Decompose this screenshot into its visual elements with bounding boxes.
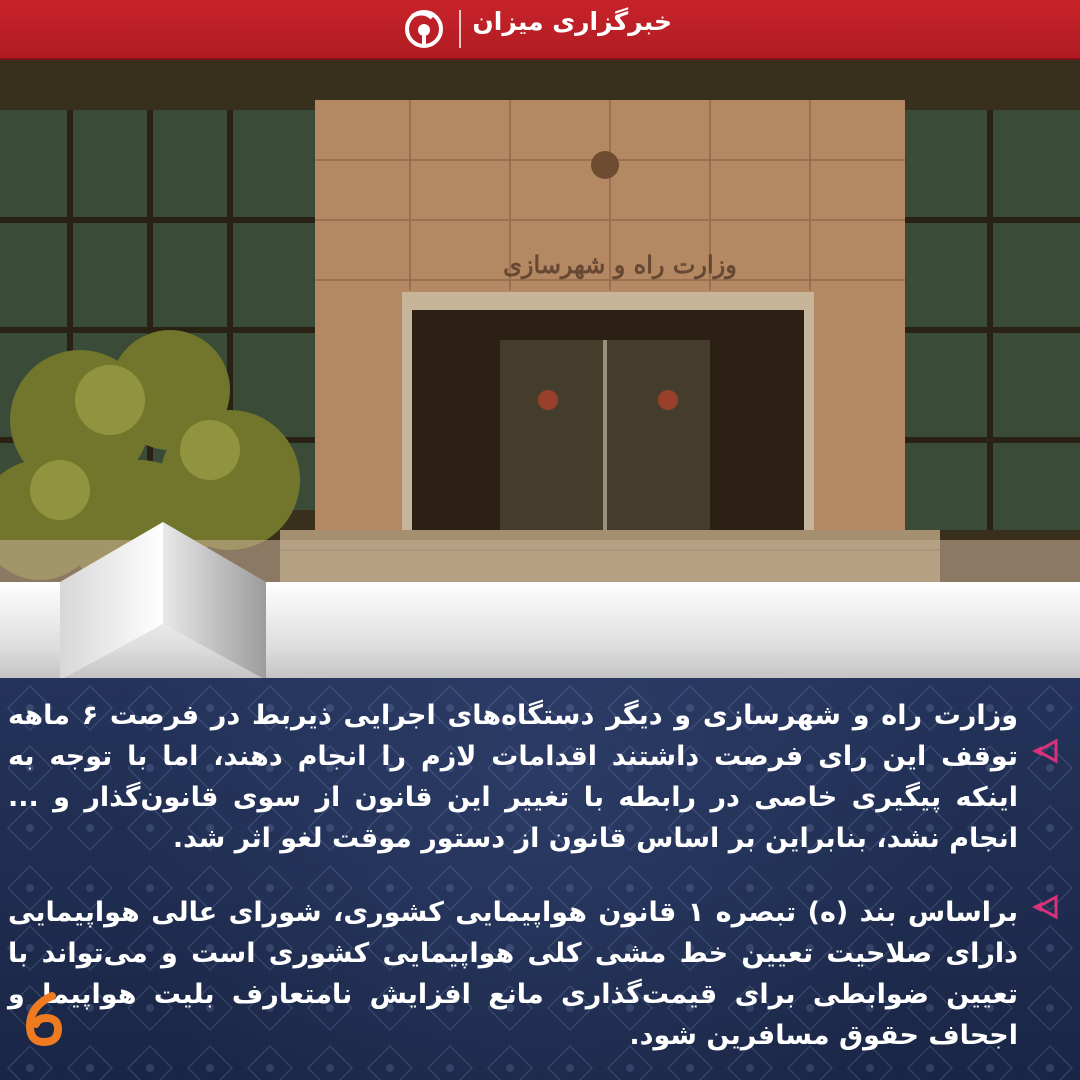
ministry-building-photo — [0, 60, 1080, 582]
paragraph-1: وزارت راه و شهرسازی و دیگر دستگاه‌های اجرایی ذیربط در فرصت ۶ ماهه توقف این رای فرصت داشتند اقدامات لازم را انجام دهند، اما با توجه به اینکه پیگیری خاصی در رابطه با تغییر این قانون از سوی قانون‌گذار و ... انجام نشد، بنابراین بر اساس قانون از دستور موقت لغو اثر شد. — [8, 700, 1018, 854]
brand-name: خبرگزاری میزان — [472, 7, 672, 36]
mizan-logo-icon — [402, 8, 446, 50]
mizan-six-logo-icon — [22, 992, 66, 1046]
header-divider — [459, 10, 461, 48]
double-triangle-bullet-icon — [1026, 894, 1060, 920]
top-header-bar — [0, 0, 1080, 60]
paragraph-2: براساس بند (ه) تبصره ۱ قانون هواپیمایی کشوری، شورای عالی هواپیمایی دارای صلاحیت تعیین خط مشی کلی هواپیمایی کشوری است و می‌تواند با تعیین ضوابطی برای قیمت‌گذاری مانع افزایش نامتعارف بلیت هواپیما و اجحاف حقوق مسافرین شود. — [8, 897, 1018, 1051]
text-panel — [0, 678, 1080, 1080]
building-sign-text: وزارت راه و شهرسازی — [503, 250, 737, 279]
chevron-up-decoration — [60, 522, 266, 682]
double-triangle-bullet-icon — [1026, 738, 1060, 764]
